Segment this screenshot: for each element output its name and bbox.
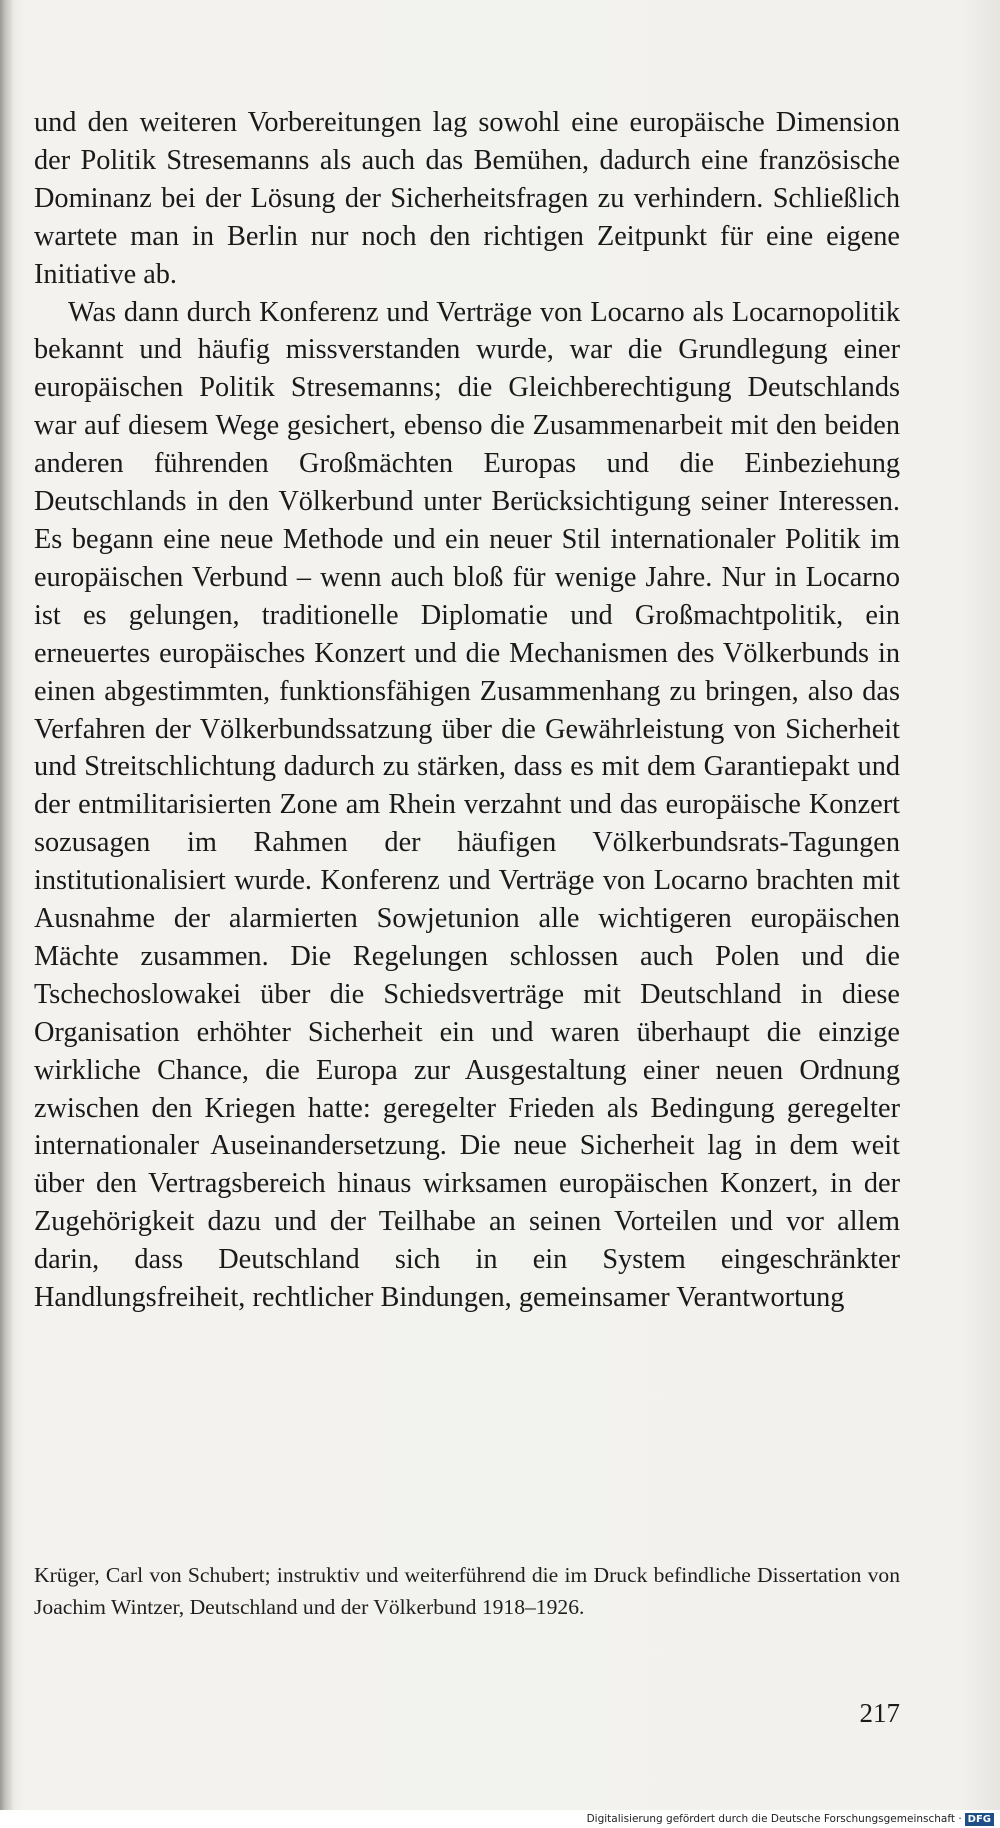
- paragraph-2: Was dann durch Konferenz und Verträge von Locarno als Locarnopolitik bekannt und häufig missverstanden wurde, war die Grundlegung einer europäischen Politik Stresemanns; die Gleichberechtigung Deutschlands war auf diesem Wege gesichert, ebenso die Zusammenarbeit mit den beiden anderen führenden Großmächten Europas und die Einbeziehung Deutschlands in den Völkerbund unter Berücksichtigung seiner Interessen. Es begann eine neue Methode und ein neuer Stil internationaler Politik im europäischen Verbund – wenn auch bloß für wenige Jahre. Nur in Locarno ist es gelungen, traditionelle Diplomatie und Großmachtpolitik, ein erneuertes europäisches Konzert und die Mechanismen des Völkerbunds in einen abgestimmten, funktionsfähigen Zusammenhang zu bringen, also das Verfahren der Völkerbundssatzung über die Gewährleistung von Sicherheit und Streitschlichtung dadurch zu stärken, dass es mit dem Garantiepakt und der entmilitarisierten Zone am Rhein verzahnt und das europäische Konzert sozusagen im Rahmen der häufigen Völkerbundsrats-Tagungen institutionalisiert wurde. Konferenz und Verträge von Locarno brachten mit Ausnahme der alarmierten Sowjetunion alle wichtigeren europäischen Mächte zusammen. Die Regelungen schlossen auch Polen und die Tschechoslowakei über die Schiedsverträge mit Deutschland in diese Organisation erhöhter Sicherheit ein und waren überhaupt die einzige wirkliche Chance, die Europa zur Ausgestaltung einer neuen Ordnung zwischen den Kriegen hatte: geregelter Frieden als Bedingung geregelter internationaler Auseinandersetzung. Die neue Sicherheit lag in dem weit über den Vertragsbereich hinaus wirksamen europäischen Konzert, in der Zugehörigkeit dazu und der Teilhabe an seinen Vorteilen und vor allem darin, dass Deutschland sich in ein System eingeschränkter Handlungsfreiheit, rechtlicher Bindungen, gemeinsamer Verantwortung: [34, 296, 900, 1314]
- footnote-text: Krüger, Carl von Schubert; instruktiv und weiterführend die im Druck befindliche Dissertation von Joachim Wintzer, Deutschland und der Völkerbund 1918–1926.: [34, 1563, 900, 1619]
- page-number: 217: [859, 1698, 900, 1728]
- credit-text: Digitalisierung gefördert durch die Deutsche Forschungsgemeinschaft ·: [586, 1813, 962, 1825]
- digitization-credit: [587, 1812, 994, 1826]
- page-spine-shadow: [0, 0, 14, 1810]
- dfg-logo: DFG: [965, 1813, 994, 1826]
- main-text: [34, 104, 900, 1317]
- paragraph-1: und den weiteren Vorbereitungen lag sowohl eine europäische Dimension der Politik Stresemanns als auch das Bemühen, dadurch eine französische Dominanz bei der Lösung der Sicherheitsfragen zu verhindern. Schließlich wartete man in Berlin nur noch den richtigen Zeitpunkt für eine eigene Initiative ab.: [34, 107, 900, 290]
- footnote: [34, 1560, 900, 1623]
